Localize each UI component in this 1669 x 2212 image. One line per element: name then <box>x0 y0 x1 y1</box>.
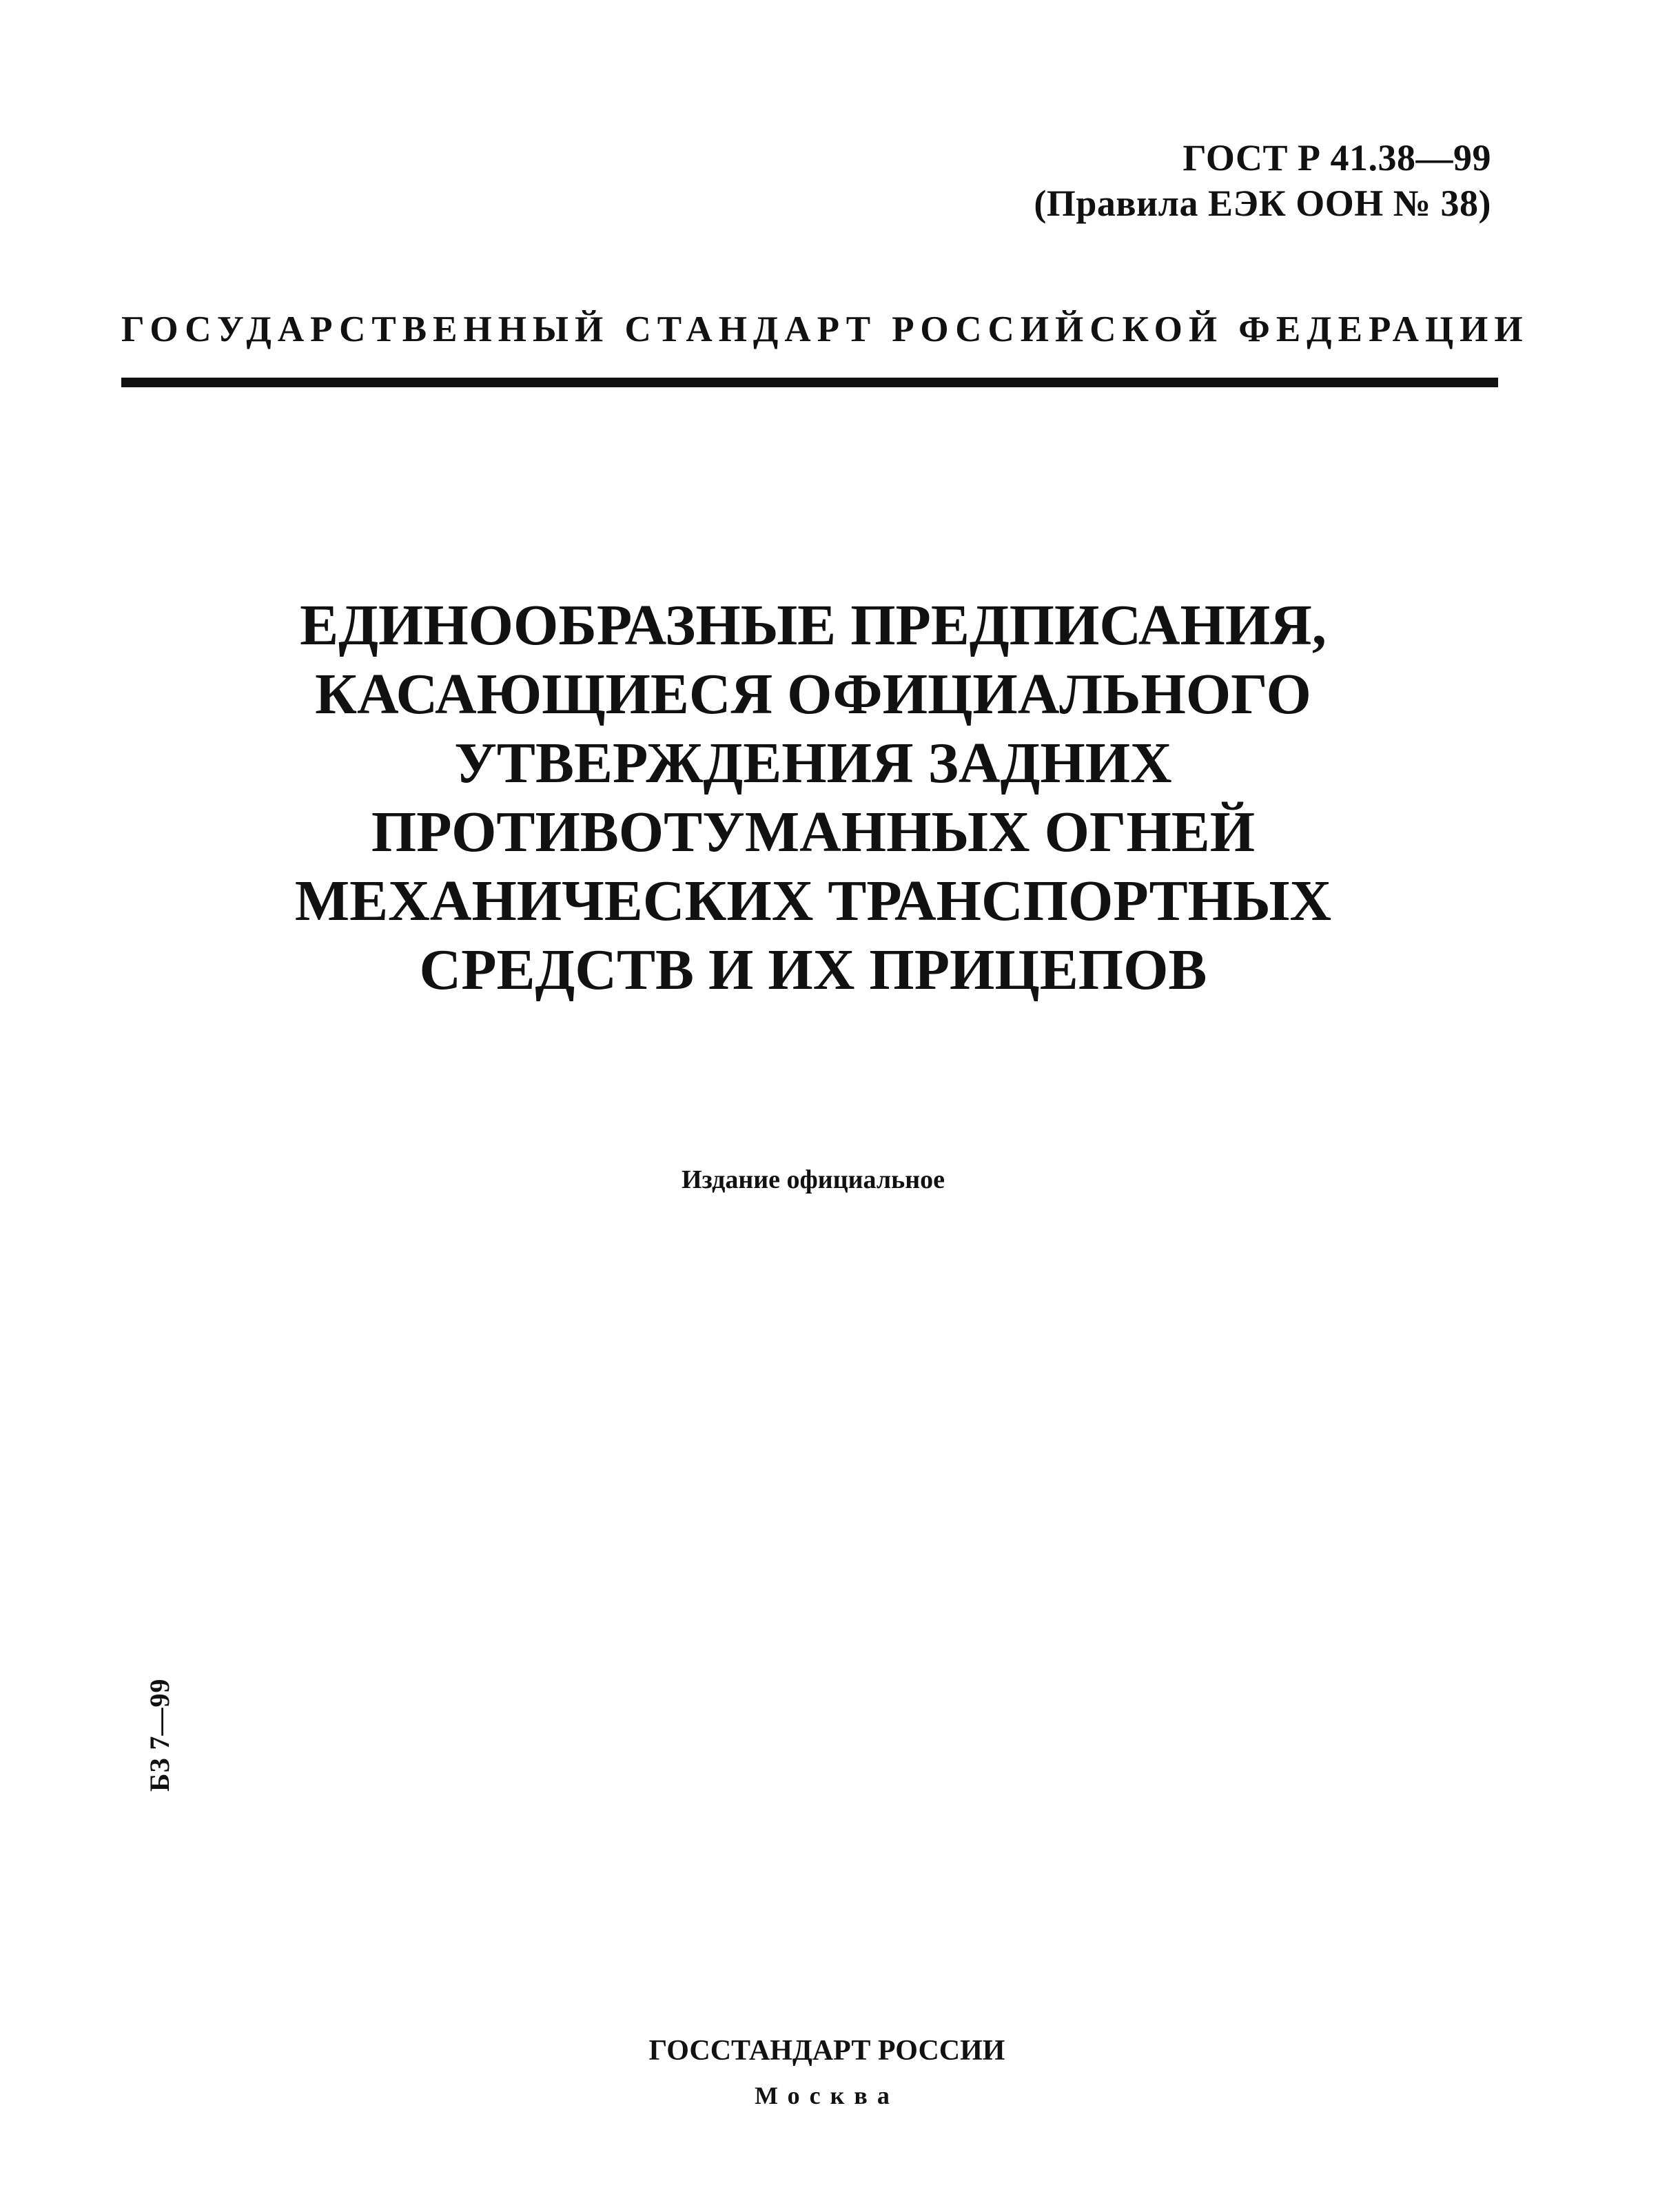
standard-header: ГОСУДАРСТВЕННЫЙ СТАНДАРТ РОССИЙСКОЙ ФЕДЕРАЦИИ <box>121 309 1529 349</box>
title-line: СРЕДСТВ И ИХ ПРИЦЕПОВ <box>419 938 1207 1002</box>
title-line: МЕХАНИЧЕСКИХ ТРАНСПОРТНЫХ <box>294 869 1332 933</box>
edition-label: Издание официальное <box>681 1165 945 1194</box>
document-title <box>138 591 1488 1005</box>
regulation-reference: (Правила ЕЭК ООН № 38) <box>1034 183 1491 224</box>
header-rule <box>121 378 1498 387</box>
publisher-name: ГОССТАНДАРТ РОССИИ <box>648 2035 1005 2067</box>
standard-designation <box>1034 135 1491 226</box>
title-line: ПРОТИВОТУМАННЫХ ОГНЕЙ <box>371 800 1256 864</box>
standard-number: ГОСТ Р 41.38—99 <box>1182 137 1491 178</box>
title-line: УТВЕРЖДЕНИЯ ЗАДНИХ <box>454 731 1172 795</box>
title-line: ЕДИНООБРАЗНЫЕ ПРЕДПИСАНИЯ, <box>300 593 1327 657</box>
title-line: КАСАЮЩИЕСЯ ОФИЦИАЛЬНОГО <box>315 662 1311 726</box>
publisher-city: Москва <box>755 2082 899 2109</box>
side-code: БЗ 7—99 <box>144 1678 175 1792</box>
